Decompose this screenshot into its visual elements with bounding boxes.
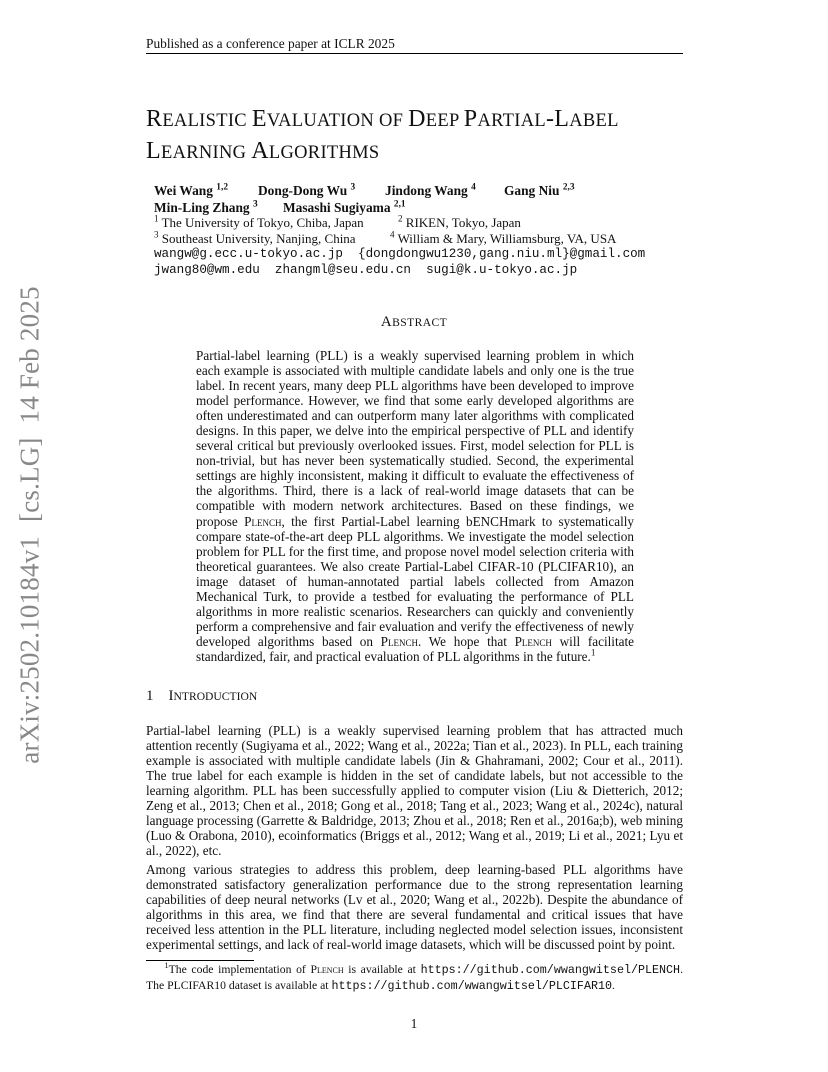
running-header: Published as a conference paper at ICLR 2025 bbox=[146, 36, 395, 51]
abstract-heading: ABSTRACT bbox=[380, 314, 448, 330]
footnote: $^1$The code implementation of Plench is available at https://github.com/wwangwitsel/PLENCH. The PLCIFAR10 dataset is available at https://github.com/wwangwitsel/PLCIFAR10. bbox=[146, 961, 683, 993]
author: Wei Wang $^{1,2}$ bbox=[154, 182, 228, 198]
plench-name: Plench bbox=[380, 633, 419, 649]
author-list bbox=[154, 182, 694, 218]
code-url-link[interactable]: https://github.com/wwangwitsel/PLENCH bbox=[420, 963, 681, 977]
intro-paragraph-1: Partial-label learning (PLL) is a weakly supervised learning problem that has attracted much attention recently (Sugiyama et al., 2022; Wang et al., 2022a; Tian et al., 2023). In PLL, each training example is associated with multiple candidate labels (Jin & Ghahramani, 2002; Cour et al., 2011). The true label for each example is hidden in the set of candidate labels, but not accessible to the learning algorithm. PLL has been successfully applied to computer vision (Liu & Dietterich, 2012; Zeng et al., 2013; Chen et al., 2018; Gong et al., 2018; Tang et al., 2023; Wang et al., 2024c), natural language processing (Garrette & Baldridge, 2013; Zhou et al., 2018; Ren et al., 2016a;b), web mining (Luo & Orabona, 2010), ecoinformatics (Briggs et al., 2012; Wang et al., 2019; Li et al., 2021; Lyu et al., 2022), etc. bbox=[146, 723, 683, 859]
affiliation: $^2$ RIKEN, Tokyo, Japan bbox=[398, 213, 521, 230]
author: Min-Ling Zhang $^3$ bbox=[154, 199, 258, 215]
affiliation: $^1$ The University of Tokyo, Chiba, Japan bbox=[154, 213, 364, 230]
arxiv-identifier: arXiv:2502.10184v1 [cs.LG] 14 Feb 2025 bbox=[14, 286, 45, 764]
author: Masashi Sugiyama $^{2,1}$ bbox=[283, 199, 406, 215]
affiliation: $^3$ Southeast University, Nanjing, China bbox=[154, 229, 356, 246]
dataset-url-link[interactable]: https://github.com/wwangwitsel/PLCIFAR10 bbox=[331, 979, 612, 993]
page-number: 1 bbox=[410, 1016, 418, 1031]
title-line-1: REALISTIC EVALUATION OF DEEP PARTIAL-LABEL bbox=[146, 106, 619, 132]
author: Dong-Dong Wu $^3$ bbox=[258, 182, 356, 198]
author: Jindong Wang $^4$ bbox=[385, 182, 476, 198]
footnote-rule bbox=[146, 960, 254, 961]
footnote-marker[interactable]: 1 bbox=[590, 647, 596, 658]
header-rule bbox=[146, 53, 683, 54]
arxiv-stamp bbox=[10, 286, 50, 764]
abstract-body: Partial-label learning (PLL) is a weakly supervised learning problem in which each example is associated with multiple candidate labels and only one is the true label. In recent years, many deep PLL algorithms have been developed to improve model performance. However, we find that some early developed algorithms are often underestimated and can outperform many later algorithms with complicated designs. In this paper, we delve into the empirical perspective of PLL and identify several critical but previously overlooked issues. First, model selection for PLL is non-trivial, but has never been systematically studied. Second, the experimental settings are highly inconsistent, making it difficult to evaluate the effectiveness of the algorithms. Third, there is a lack of real-world image datasets that can be compatible with modern network architectures. Based on these findings, we propose Plench, the first Partial-Label learning bENCHmark to systematically compare state-of-the-art deep PLL algorithms. We investigate the model selection problem for PLL for the first time, and propose novel model selection criteria with theoretical guarantees. We also create Partial-Label CIFAR-10 (PLCIFAR10), an image dataset of human-annotated partial labels collected from Amazon Mechanical Turk, to provide a testbed for evaluating the performance of PLL algorithms in more realistic scenarios. Researchers can quickly and conveniently perform a comprehensive and fair evaluation and verify the effectiveness of newly developed algorithms based on Plench. We hope that Plench will facilitate standardized, fair, and practical evaluation of PLL algorithms in the future.$^1$ bbox=[196, 348, 634, 664]
affiliation: $^4$ William & Mary, Williamsburg, VA, USA bbox=[390, 229, 617, 246]
title-line-2: LEARNING ALGORITHMS bbox=[146, 138, 380, 164]
plench-name: Plench bbox=[514, 633, 552, 649]
section-heading-introduction: 1 INTRODUCTION bbox=[146, 688, 258, 704]
author: Gang Niu $^{2,3}$ bbox=[504, 182, 575, 198]
author-emails-line-1: wangw@g.ecc.u-tokyo.ac.jp {dongdongwu1230,gang.niu.ml}@gmail.com bbox=[154, 247, 646, 261]
plench-name: Plench bbox=[244, 513, 282, 529]
author-emails-line-2: jwang80@wm.edu zhangml@seu.edu.cn sugi@k.u-tokyo.ac.jp bbox=[154, 263, 578, 277]
paper-title bbox=[146, 104, 706, 168]
intro-paragraph-2: Among various strategies to address this problem, deep learning-based PLL algorithms have demonstrated satisfactory generalization performance due to the strong representation learning capabilities of deep neural networks (Lv et al., 2020; Wang et al., 2022b). Despite the abundance of algorithms in this area, we find that there are several fundamental and critical issues that have received less attention in the PLL literature, including neglected model selection issues, inconsistent experimental settings, and lack of real-world image datasets, which will be discussed point by point. bbox=[146, 862, 683, 953]
